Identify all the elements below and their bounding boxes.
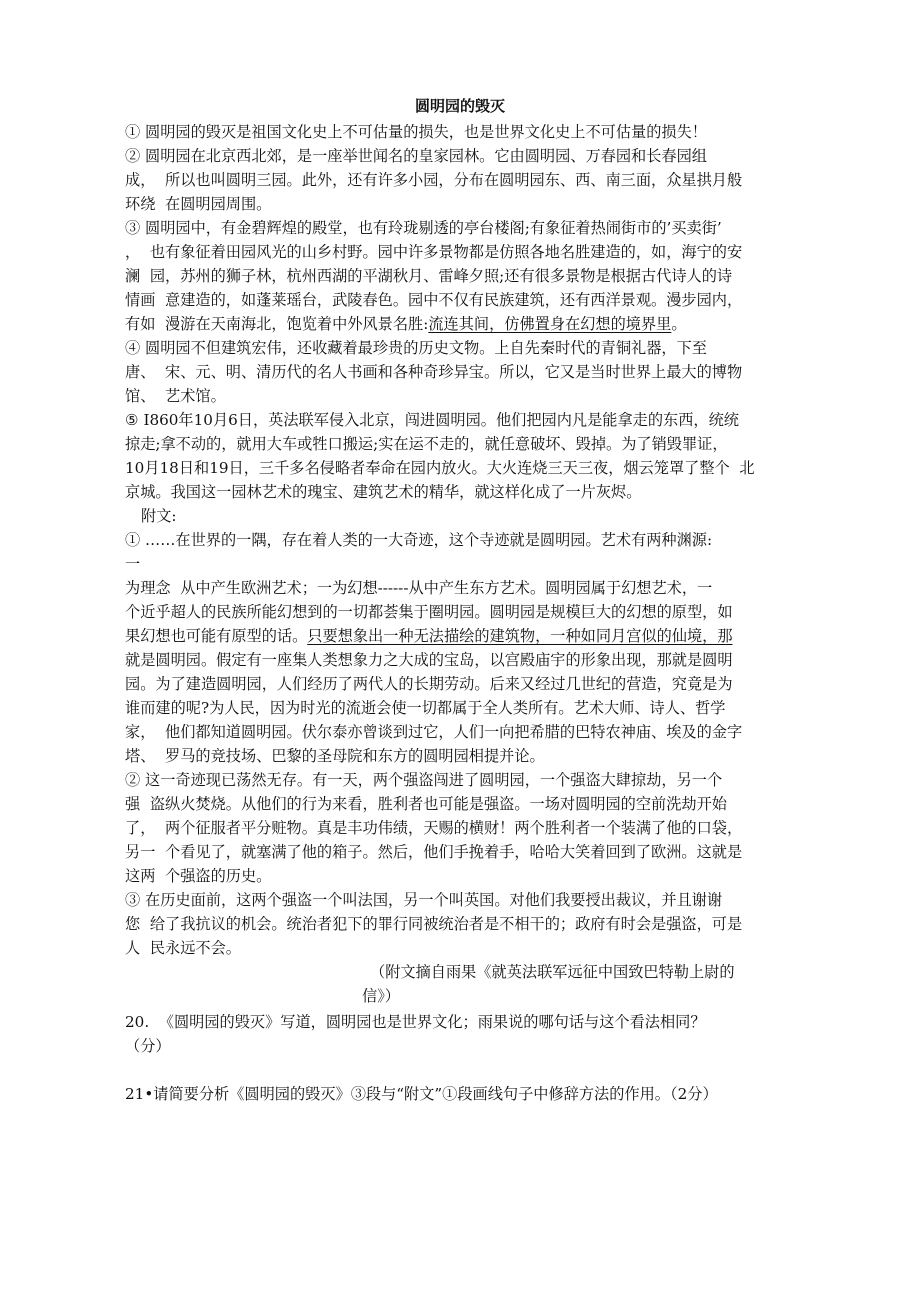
underlined-sentence: 流连其间，仿佛置身在幻想的境界里 <box>428 315 672 333</box>
appendix-line: 您 给了我抗议的机会。统治者犯下的罪行同被统治者是不相干的；政府有时会是强盗，可是 <box>125 915 743 933</box>
article-line: 情画 意建造的，如蓬莱瑶台，武陵春色。园中不仅有民族建筑，还有西洋景观。漫步园内， <box>125 291 743 309</box>
article-line: 京城。我国这一园林艺术的瑰宝、建筑艺术的精华，就这样化成了一片灰烬。 <box>125 483 642 501</box>
article-line: ① 圆明园的毁灭是祖国文化史上不可估量的损失，也是世界文化史上不可估量的损失！ <box>125 123 707 141</box>
article-line: 环绕 在圆明园周围。 <box>125 195 272 213</box>
appendix-line: ① ……在世界的一隅，存在着人类的一大奇迹，这个寺迹就是圆明园。艺术有两种渊源: <box>125 531 713 549</box>
appendix-line: 人 民永远不会。 <box>125 939 241 957</box>
question-20: 20. 《圆明园的毁灭》写道，圆明园也是世界文化；雨果说的哪句话与这个看法相同？ <box>125 1013 706 1031</box>
article-line: ， 也有象征着田园风光的山乡村野。园中许多景物都是仿照各地名胜建造的，如，海宁的安 <box>125 243 743 261</box>
line-text: 有如 漫游在天南海北，饱览着中外风景名胜: <box>125 315 429 333</box>
article-line: 澜 园，苏州的狮子林，杭州西湖的平湖秋月、雷峰夕照;还有很多景物是根据古代诗人的诗 <box>125 267 733 285</box>
article-line: ④ 圆明园不但建筑宏伟，还收藏着最珍贵的历史文物。上自先秦时代的青铜礼器，下至 <box>125 339 707 357</box>
question-21: 21•请简要分析《圆明园的毁灭》③段与“附文”①段画线句子中修辞方法的作用。（2分） <box>125 1085 718 1103</box>
appendix-line: 园。为了建造圆明园，人们经历了两代人的长期劳动。后来又经过几世纪的营造，究竟是为 <box>125 675 733 693</box>
article-line: ③ 圆明园中，有金碧辉煌的殿堂，也有玲珑剔透的亭台楼阁;有象征着热闹街市的’买卖街’ <box>125 219 722 237</box>
article-line: ② 圆明园在北京西北郊，是一座举世闻名的皇家园林。它由圆明园、万春园和长春园组 <box>125 147 707 165</box>
appendix-label: 附文: <box>141 507 177 525</box>
article-line: 成， 所以也叫圆明三园。此外，还有许多小园，分布在圆明园东、西、南三面，众星拱月般 <box>125 171 743 189</box>
appendix-line: ③ 在历史面前，这两个强盗一个叫法国，另一个叫英国。对他们我要授出裁议，并且谢谢 <box>125 891 723 909</box>
line-text: 。 <box>671 315 687 333</box>
article-line: 掠走;拿不动的，就用大车或牲口搬运;实在运不走的，就任意破坏、毁掉。为了销毁罪证， <box>125 435 728 453</box>
appendix-line: 另一 个看见了，就塞满了他的箱子。然后，他们手挽着手，哈哈大笑着回到了欧洲。这就是 <box>125 843 743 861</box>
article-title: 圆明园的毁灭 <box>414 97 505 115</box>
article-line: 馆、 艺术馆。 <box>125 387 226 405</box>
appendix-line: 为理念 从中产生欧洲艺术；一为幻想------从中产生东方艺术。圆明园属于幻想艺术，一 <box>125 579 713 597</box>
appendix-line: 了， 两个征服者平分赃物。真是丰功伟绩，天赐的横财！两个胜利者一个装满了他的口袋， <box>125 819 743 837</box>
article-line: 唐、 宋、元、明、清历代的名人书画和各种奇珍异宝。所以，它又是当时世界上最大的博物 <box>125 363 743 381</box>
article-line: 10月18日和19日，三千多名侵略者奉命在园内放火。大火连烧三天三夜，烟云笼罩了整个 北 <box>125 459 755 477</box>
appendix-line: 就是圆明园。假定有一座集人类想象力之大成的宝岛，以宫殿庙宇的形象出现，那就是圆明 <box>125 651 733 669</box>
appendix-line: 塔、 罗马的竞技场、巴黎的圣母院和东方的圆明园相提并论。 <box>125 747 545 765</box>
appendix-line: 个近乎超人的民族所能幻想到的一切都荟集于圈明园。圆明园是规模巨大的幻想的原型，如 <box>125 603 733 621</box>
article-line: ⑤ I860年10月6日，英法联军侵入北京，闯进圆明园。他们把园内凡是能拿走的东西，统统 <box>125 411 739 429</box>
underlined-sentence: 只要想象出一种无法描绘的建筑物，一种如同月宫似的仙境，那 <box>307 627 733 645</box>
appendix-line: 这两 个强盗的历史。 <box>125 867 272 885</box>
appendix-source: 信》） <box>362 987 400 1005</box>
appendix-line: 一 <box>125 555 141 573</box>
appendix-source: （附文摘自雨果《就英法联军远征中国致巴特勒上尉的 <box>370 963 735 981</box>
appendix-line: 强 盗纵火焚烧。从他们的行为来看，胜利者也可能是强盗。一场对圆明园的空前洗劫开始 <box>125 795 727 813</box>
appendix-line-underlined <box>125 624 733 648</box>
appendix-line: 谁而建的呢?为人民，因为时光的流逝会使一切都属于全人类所有。艺术大师、诗人、哲学 <box>125 699 726 717</box>
line-text: 果幻想也可能有原型的话。 <box>125 627 308 645</box>
appendix-line: ② 这一奇迹现已荡然无存。有一天，两个强盗闯进了圆明园，一个强盗大肆掠劫，另一个 <box>125 771 723 789</box>
appendix-line: 家， 他们都知道圆明园。伏尔泰亦曾谈到过它，人们一向把希腊的巴特农神庙、埃及的金字 <box>125 723 743 741</box>
question-20-points: （分） <box>125 1037 171 1055</box>
article-line-underlined <box>125 312 687 336</box>
